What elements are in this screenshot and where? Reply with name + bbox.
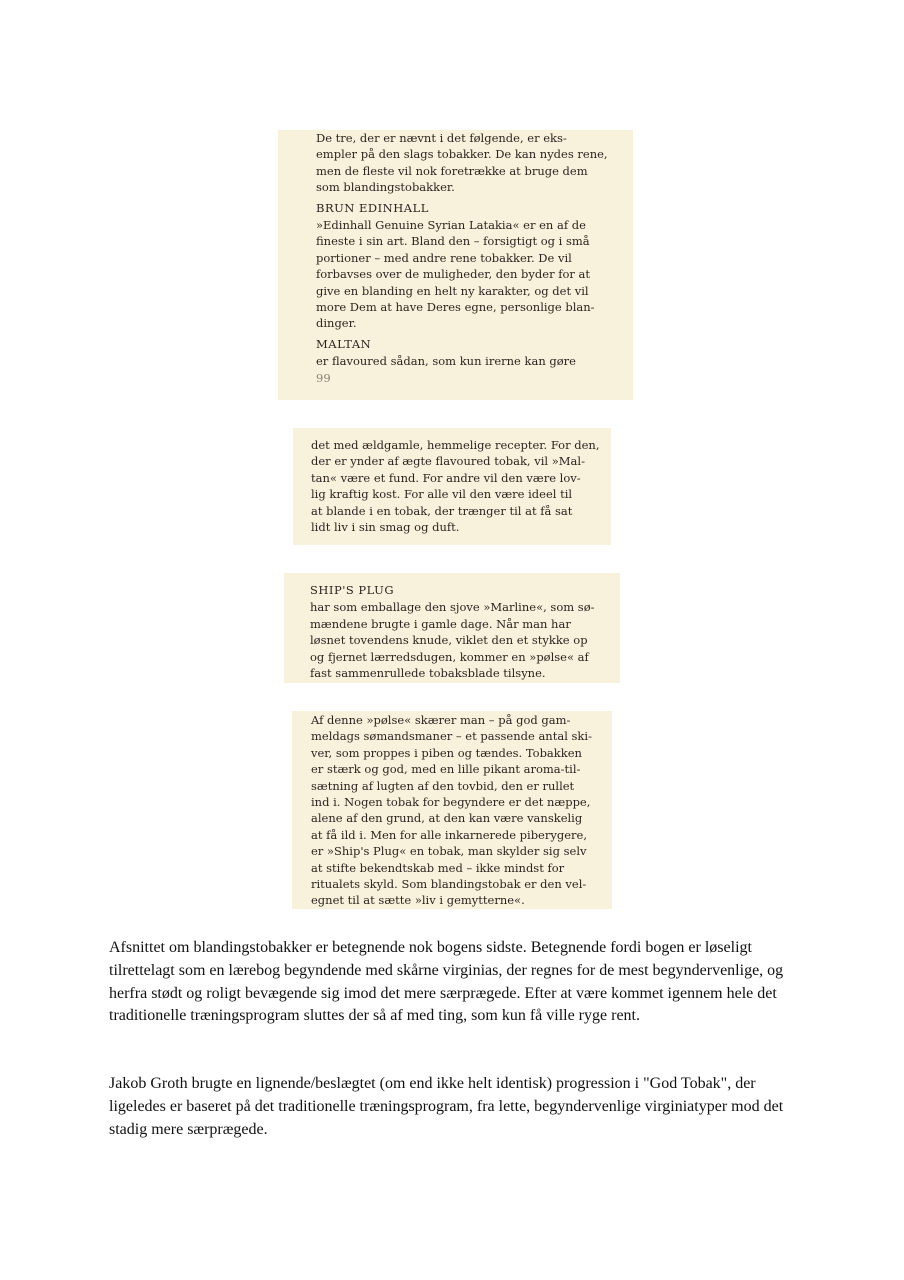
scan-text-line: tan« være et fund. For andre vil den være lov- xyxy=(311,470,581,485)
scan-text-line: ver, som proppes i piben og tændes. Tobakken xyxy=(311,745,582,760)
body-paragraph-god-tobak: Jakob Groth brugte en lignende/beslægtet (om end ikke helt identisk) progression i "God Tobak", der ligeledes er baseret på det traditionelle træningsprogram, fra lette, begyndervenlige virginiatyper mod det stadig mere særprægede. xyxy=(109,1075,784,1138)
scan-text-line: Af denne »pølse« skærer man – på god gam- xyxy=(311,713,571,727)
scan-text-line: at få ild i. Men for alle inkarnerede piberygere, xyxy=(311,827,587,842)
scan-text-line: at stifte bekendtskab med – ikke mindst for xyxy=(311,860,565,875)
scan-text-line: empler på den slags tobakker. De kan nydes rene, xyxy=(316,147,608,162)
scan-text-line: og fjernet lærredsdugen, kommer en »pølse« af xyxy=(310,649,589,664)
scan-text-line: det med ældgamle, hemmelige recepter. For den, xyxy=(311,438,600,452)
scan-text-line: alene af den grund, at den kan være vanskelig xyxy=(311,811,583,826)
body-paragraph-blend-section: Afsnittet om blandingstobakker er betegnende nok bogens sidste. Betegnende fordi bogen er løseligt tilrettelagt som en lærebog begyndende med skårne virginias, der regnes for de mest begyndervenlige, og herfra stødt og roligt bevægende sig imod det mere særprægede. Efter at være kommet igennem hele det traditionelle træningsprogram sluttes der så af med ting, som kun få ville ryge rent. xyxy=(109,939,784,1025)
scan-text-line: sætning af lugten af den tovbid, den er rullet xyxy=(311,778,575,793)
scan-text-line: meldags sømandsmaner – et passende antal ski- xyxy=(311,729,592,744)
scan-text-line: der er ynder af ægte flavoured tobak, vil »Mal- xyxy=(311,454,585,469)
section-heading: MALTAN xyxy=(316,336,372,351)
scan-text-line: er »Ship's Plug« en tobak, man skylder sig selv xyxy=(311,844,587,859)
scanned-excerpt-ships-plug xyxy=(284,573,620,683)
scan-text-line: mændene brugte i gamle dage. Når man har xyxy=(310,616,571,631)
scan-text-line: forbavses over de muligheder, den byder for at xyxy=(316,267,591,282)
scanned-excerpt-ships-plug-continued xyxy=(292,711,612,909)
scan-text-line: dinger. xyxy=(316,316,357,331)
scan-text-line: er flavoured sådan, som kun irerne kan gøre xyxy=(316,354,576,369)
scanned-excerpt-intro-edinhall-maltan xyxy=(278,130,633,400)
scan-text-line: »Edinhall Genuine Syrian Latakia« er en af de xyxy=(316,218,586,233)
page-number-cut: 99 xyxy=(316,370,331,385)
section-heading: BRUN EDINHALL xyxy=(316,200,429,215)
scan-text-line: ritualets skyld. Som blandingstobak er den vel- xyxy=(311,877,587,892)
scan-text-line: more Dem at have Deres egne, personlige blan- xyxy=(316,300,595,315)
scan-text-line: egnet til at sætte »liv i gemytterne«. xyxy=(311,893,525,908)
scan-text-line: men de fleste vil nok foretrække at bruge dem xyxy=(316,163,588,178)
scan-text-line: lidt liv i sin smag og duft. xyxy=(311,520,460,535)
scan-text-line: er stærk og god, med en lille pikant aroma-til- xyxy=(311,762,581,777)
scan-text-line: at blande i en tobak, der trænger til at få sat xyxy=(311,503,573,518)
scan-text-line: lig kraftig kost. For alle vil den være ideel til xyxy=(311,487,573,502)
scan-text-line: som blandingstobakker. xyxy=(316,180,455,195)
scanned-excerpt-maltan-continued xyxy=(293,428,611,545)
scan-text-line: har som emballage den sjove »Marline«, som sø- xyxy=(310,600,595,615)
scan-text-line: fast sammenrullede tobaksblade tilsyne. xyxy=(310,666,546,681)
scan-text-line: fineste i sin art. Bland den – forsigtigt og i små xyxy=(316,234,590,249)
section-heading: SHIP'S PLUG xyxy=(310,583,395,597)
scan-text-line: give en blanding en helt ny karakter, og det vil xyxy=(316,283,589,298)
scan-text-line: løsnet tovendens knude, viklet den et stykke op xyxy=(310,633,588,648)
scan-text-line: De tre, der er nævnt i det følgende, er eks- xyxy=(316,131,567,145)
scan-text-line: portioner – med andre rene tobakker. De vil xyxy=(316,250,572,265)
scan-text-line: ind i. Nogen tobak for begyndere er det næppe, xyxy=(311,795,591,810)
